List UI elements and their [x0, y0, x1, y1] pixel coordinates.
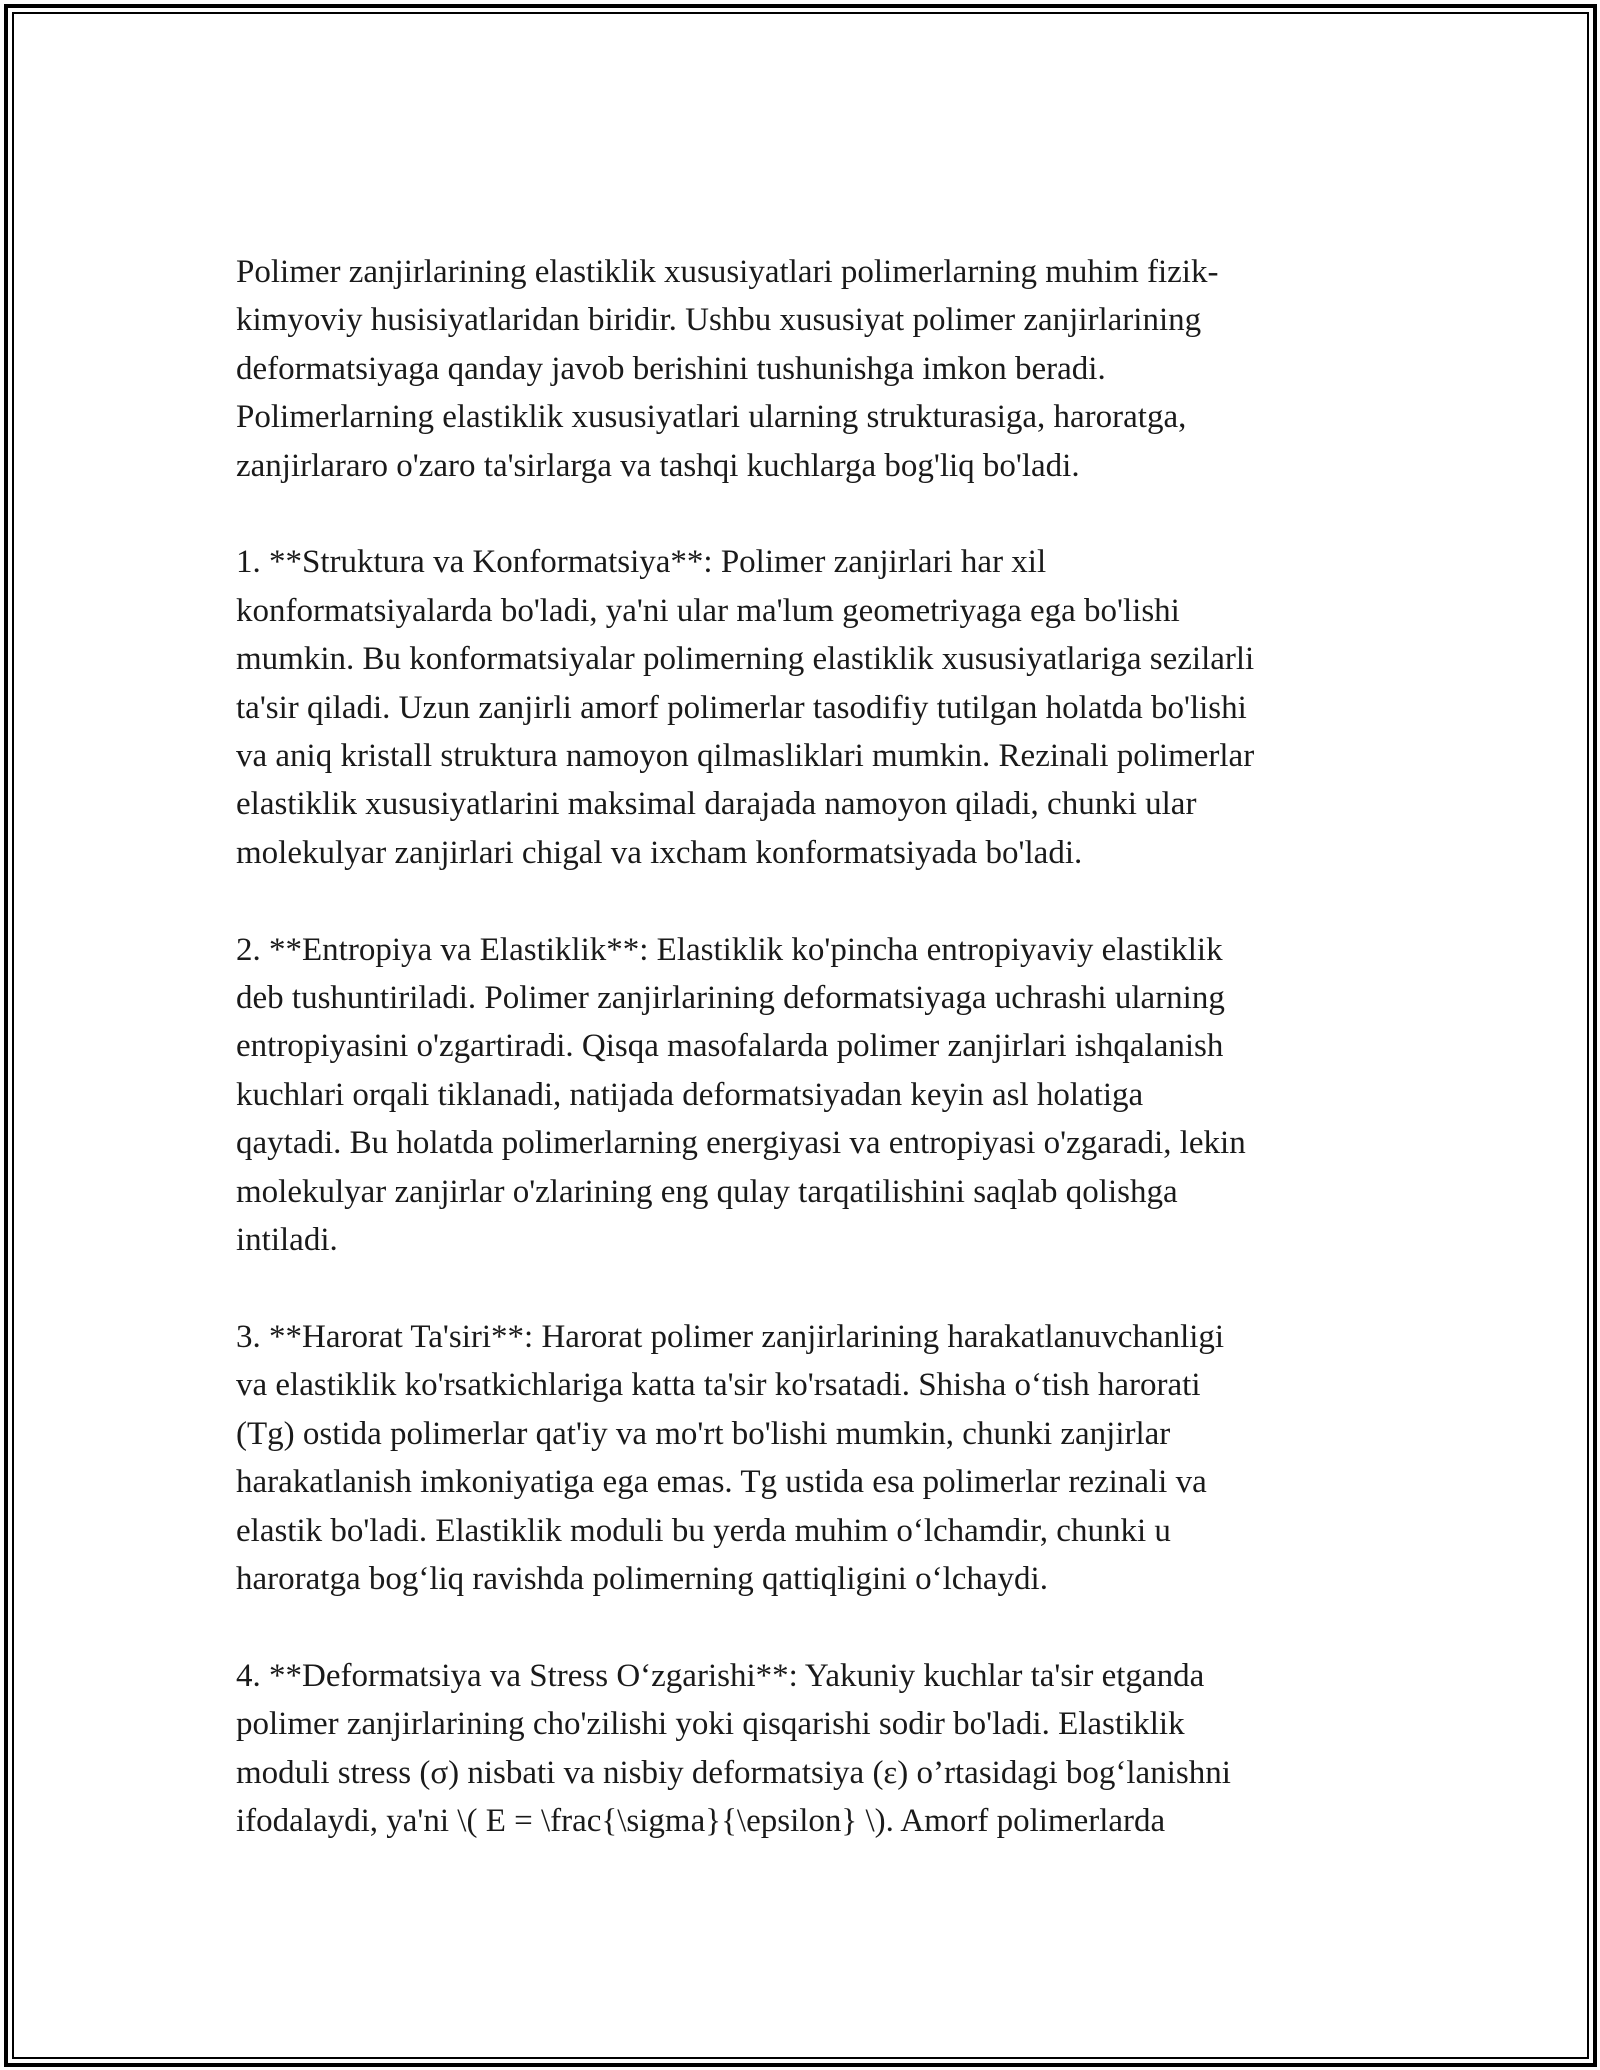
paragraph-structure-conformation: 1. **Struktura va Konformatsiya**: Polimer zanjirlari har xil konformatsiyalarda bo'ladi, ya'ni ular ma'lum geometriyaga ega bo'lishi mumkin. Bu konformatsiyalar polimerning elastiklik xususiyatlariga sezilarli ta'sir qiladi. Uzun zanjirli amorf polimerlar tasodifiy tutilgan holatda bo'lishi va aniq kristall struktura namoyon qilmasliklari mumkin. Rezinali polimerlar elastiklik xususiyatlarini maksimal darajada namoyon qiladi, chunki ular molekulyar zanjirlari chigal va ixcham konformatsiyada bo'ladi. [236, 544, 1255, 871]
document-body [236, 248, 1376, 1894]
paragraph-temperature-effect: 3. **Harorat Ta'siri**: Harorat polimer zanjirlarining harakatlanuvchanligi va elastiklik ko'rsatkichlariga katta ta'sir ko'rsatadi. Shisha o‘tish harorati (Tg) ostida polimerlar qat'iy va mo'rt bo'lishi mumkin, chunki zanjirlar harakatlanish imkoniyatiga ega emas. Tg ustida esa polimerlar rezinali va elastik bo'ladi. Elastiklik moduli bu yerda muhim o‘lchamdir, chunki u haroratga bog‘liq ravishda polimerning qattiqligini o‘lchaydi. [236, 1318, 1225, 1597]
paragraph-deformation-stress: 4. **Deformatsiya va Stress O‘zgarishi**: Yakuniy kuchlar ta'sir etganda polimer zanjirlarining cho'zilishi yoki qisqarishi sodir bo'ladi. Elastiklik moduli stress (σ) nisbati va nisbiy deformatsiya (ε) o’rtasidagi bog‘lanishni ifodalaydi, ya'ni \( E = \frac{\sigma}{\epsilon} \). Amorf polimerlarda [236, 1657, 1231, 1839]
intro-paragraph: Polimer zanjirlarining elastiklik xususiyatlari polimerlarning muhim fizik- kimyoviy husisiyatlaridan biridir. Ushbu xususiyat polimer zanjirlarining deformatsiyaga qanday javob berishini tushunishga imkon beradi. Polimerlarning elastiklik xususiyatlari ularning strukturasiga, haroratga, zanjirlararo o'zaro ta'sirlarga va tashqi kuchlarga bog'liq bo'ladi. [236, 254, 1219, 484]
paragraph-entropy-elasticity: 2. **Entropiya va Elastiklik**: Elastiklik ko'pincha entropiyaviy elastiklik deb tushuntiriladi. Polimer zanjirlarining deformatsiyaga uchrashi ularning entropiyasini o'zgartiradi. Qisqa masofalarda polimer zanjirlari ishqalanish kuchlari orqali tiklanadi, natijada deformatsiyadan keyin asl holatiga qaytadi. Bu holatda polimerlarning energiyasi va entropiyasi o'zgaradi, lekin molekulyar zanjirlar o'zlarining eng qulay tarqatilishini saqlab qolishga intiladi. [236, 931, 1246, 1259]
